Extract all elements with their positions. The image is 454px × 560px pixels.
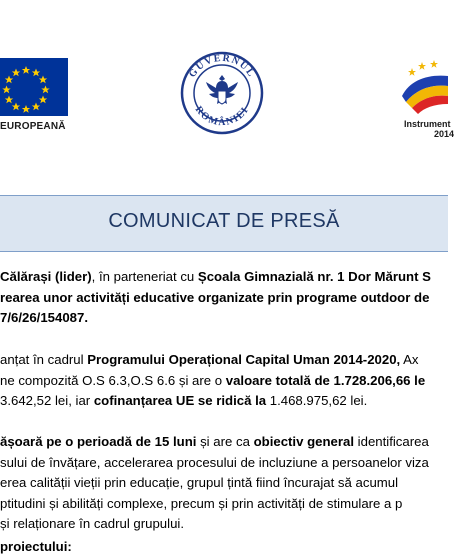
seal-text-bottom: ROMÂNIEI: [192, 104, 252, 129]
bold-text: 7/6/26/154087.: [0, 310, 88, 325]
text-span: identificarea: [354, 434, 429, 449]
paragraph-funding: [0, 350, 425, 412]
text-line: [0, 371, 425, 392]
press-release-banner: [0, 195, 448, 252]
seal-text-top: GUVERNUL: [186, 52, 258, 80]
text-line: [0, 288, 431, 309]
text-span: ne compozită O.S 6.3,O.S 6.6 și are o: [0, 372, 226, 388]
government-seal-logo: [180, 51, 264, 135]
text-line: [0, 350, 425, 371]
bold-text: Călărași (lider): [0, 269, 92, 284]
paragraph-objectives-heading: [0, 537, 72, 558]
bold-text: proiectului:: [0, 539, 72, 554]
bold-text: ășoară pe o perioadă de 15 luni: [0, 434, 197, 449]
instrument-caption: Instrument: [404, 119, 451, 129]
text-line: [0, 537, 72, 558]
text-line: [0, 432, 429, 453]
text-line: erea calității vieții prin educație, grupul țintă fiind încurajat să acumul: [0, 475, 399, 490]
eu-flag-logo: [0, 58, 68, 116]
coat-of-arms-icon: [180, 51, 264, 135]
eu-caption: EUROPEANĂ: [0, 121, 66, 132]
text-span: anțat în cadrul: [0, 352, 88, 367]
banner-title: COMUNICAT DE PRESĂ: [108, 210, 340, 232]
text-span: 1.468.975,62 lei.: [266, 393, 368, 408]
paragraph-objective: [0, 432, 429, 535]
instrument-swoosh-icon: [400, 52, 448, 124]
text-span: 3.642,52 lei, iar: [0, 393, 94, 408]
bold-text: Programului Operațional Capital Uman 2014-2020,: [87, 352, 401, 367]
text-line: ptitudini și abilități complexe, precum și prin activități de stimulare a p: [0, 495, 403, 511]
bold-text: cofinanțarea UE se ridică la: [93, 393, 267, 408]
bold-text: Școala Gimnazială nr. 1 Dor Mărunt S: [197, 269, 431, 284]
bold-text: rearea unor activități educative organizate prin programe outdoor de: [0, 289, 430, 305]
text-span: Ax: [400, 352, 419, 367]
paragraph-intro: [0, 267, 431, 329]
eu-stars-icon: [0, 58, 68, 116]
instrument-year: 2014: [434, 129, 454, 139]
bold-text: valoare totală de 1.728.206,66 le: [225, 372, 426, 388]
text-line: [0, 308, 431, 329]
text-line: [0, 391, 425, 412]
text-span: și are ca: [196, 434, 254, 449]
text-line: sului de învățare, accelerarea procesului de incluziune a persoanelor viza: [0, 454, 429, 470]
text-line: și relaționare în cadrul grupului.: [0, 516, 184, 531]
bold-text: obiectiv general: [253, 434, 355, 449]
instrument-logo: [400, 52, 448, 124]
text-line: [0, 267, 431, 288]
text-span: , în parteneriat cu: [91, 269, 198, 284]
